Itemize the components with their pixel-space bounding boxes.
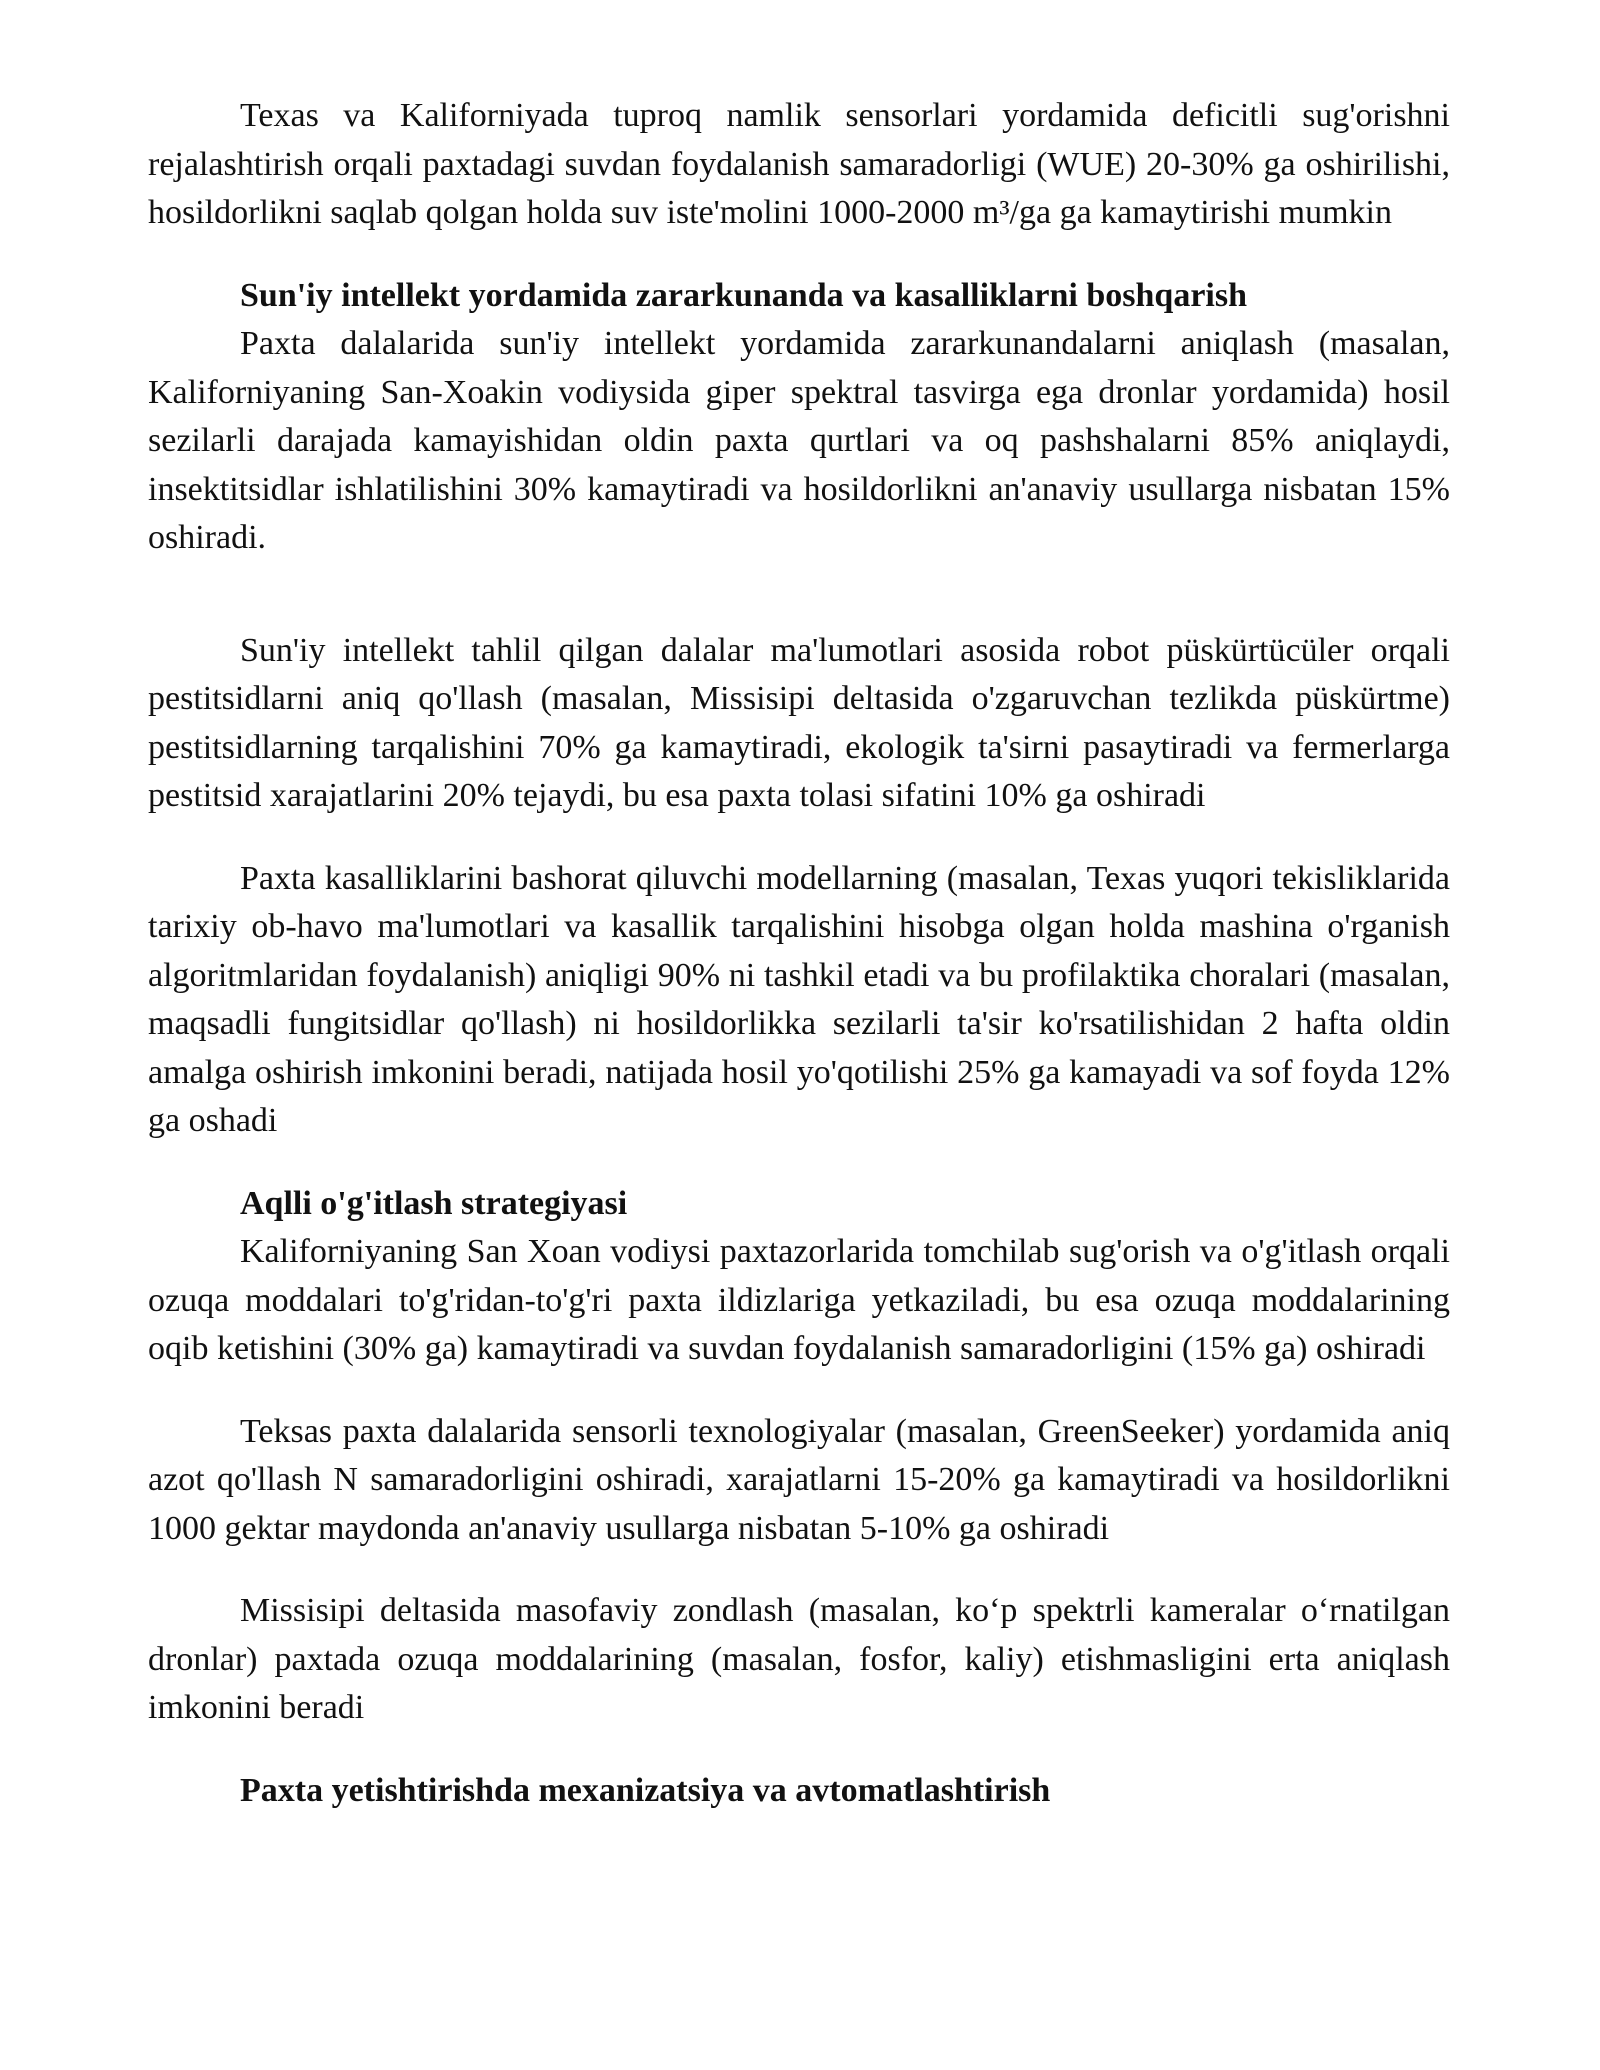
heading-smart-fertilization: Aqlli o'g'itlash strategiyasi (240, 1184, 628, 1222)
paragraph-remote-sensing: Missisipi deltasida masofaviy zondlash (masalan, koʻp spektrli kameralar oʻrnatilgan dronlar) paxtada ozuqa moddalarining (masalan, fosfor, kaliy) etishmasligini erta aniqlash imkonini beradi (148, 1592, 1450, 1726)
paragraph-wue: Texas va Kaliforniyada tuproq namlik sensorlari yordamida deficitli sug'orishni rejalashtirish orqali paxtadagi suvdan foydalanish samaradorligi (WUE) 20-30% ga oshirilishi, hosildorlikni saqlab qolgan holda suv iste'molini 1000-2000 m³/ga ga kamaytirishi mumkin (148, 97, 1450, 231)
document-page (148, 92, 1450, 1815)
paragraph-ai-pest-detection: Paxta dalalarida sun'iy intellekt yordamida zararkunandalarni aniqlash (masalan, Kaliforniyaning San-Xoakin vodiysida giper spektral tasvirga ega dronlar yordamida) hosil sezilarli darajada kamayishidan oldin paxta qurtlari va oq pashshalarni 85% aniqlaydi, insektitsidlar ishlatilishini 30% kamaytiradi va hosildorlikni an'anaviy usullarga nisbatan 15% oshiradi. (148, 325, 1450, 556)
paragraph-robot-spraying: Sun'iy intellekt tahlil qilgan dalalar ma'lumotlari asosida robot püskürtücüler orqali pestitsidlarni aniq qo'llash (masalan, Missisipi deltasida o'zgaruvchan tezlikda püskürtme) pestitsidlarning tarqalishini 70% ga kamaytiradi, ekologik ta'sirni pasaytiradi va fermerlarga pestitsid xarajatlarini 20% tejaydi, bu esa paxta tolasi sifatini 10% ga oshiradi (148, 631, 1450, 814)
paragraph-disease-prediction: Paxta kasalliklarini bashorat qiluvchi modellarning (masalan, Texas yuqori tekisliklarida tarixiy ob-havo ma'lumotlari va kasallik tarqalishini hisobga olgan holda mashina o'rganish algoritmlaridan foydalanish) aniqligi 90% ni tashkil etadi va bu profilaktika choralari (masalan, maqsadli fungitsidlar qo'llash) ni hosildorlikka sezilarli ta'sir ko'rsatilishidan 2 hafta oldin amalga oshirish imkonini beradi, natijada hosil yo'qotilishi 25% ga kamayadi va sof foyda 12% ga oshadi (148, 859, 1450, 1139)
paragraph-greenseeker: Teksas paxta dalalarida sensorli texnologiyalar (masalan, GreenSeeker) yordamida aniq azot qo'llash N samaradorligini oshiradi, xarajatlarni 15-20% ga kamaytiradi va hosildorlikni 1000 gektar maydonda an'anaviy usullarga nisbatan 5-10% ga oshiradi (148, 1412, 1450, 1547)
heading-ai-pest-management: Sun'iy intellekt yordamida zararkunanda va kasalliklarni boshqarish (240, 276, 1248, 314)
paragraph-drip-fertigation: Kaliforniyaning San Xoan vodiysi paxtazorlarida tomchilab sug'orish va o'g'itlash orqali ozuqa moddalari to'g'ridan-to'g'ri paxta ildizlariga yetkaziladi, bu esa ozuqa moddalarining oqib ketishini (30% ga) kamaytiradi va suvdan foydalanish samaradorligini (15% ga) oshiradi (148, 1233, 1450, 1367)
heading-mechanization: Paxta yetishtirishda mexanizatsiya va avtomatlashtirish (240, 1771, 1051, 1809)
